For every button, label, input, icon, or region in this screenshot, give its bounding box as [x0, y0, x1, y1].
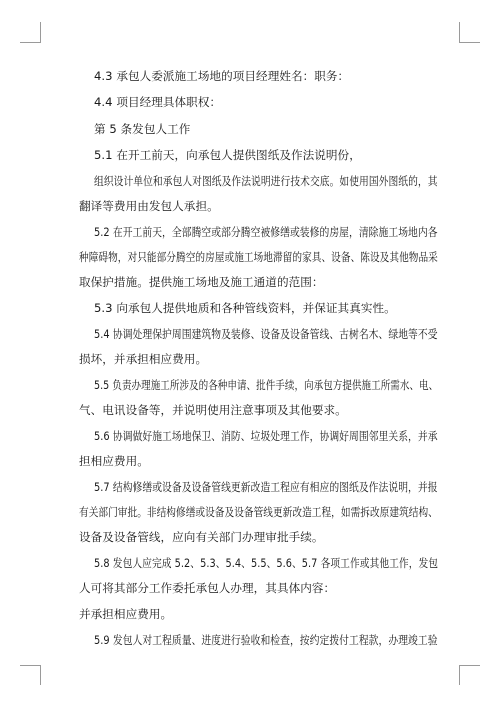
text-line-5-1-cont-1: 组织设计单位和承包人对图纸及作法说明进行技术交底。如使用国外图纸的，其 — [94, 174, 438, 188]
text-line-5-1-cont-2: 翻译等费用由发包人承担。 — [79, 199, 219, 213]
text-line-5-1: 5.1 在开工前天，向承包人提供图纸及作法说明份， — [94, 148, 361, 162]
text-line-5-4-cont: 损坏，并承担相应费用。 — [79, 352, 208, 366]
text-line-5-8-cont-2: 并承担相应费用。 — [79, 607, 173, 621]
text-line-5-3: 5.3 向承包人提供地质和各种管线资料，并保证其真实性。 — [94, 301, 396, 315]
text-line-5-6-cont: 担相应费用。 — [79, 454, 149, 468]
text-line-5-2-cont-2: 取保护措施。提供施工场地及施工通道的范围： — [79, 275, 324, 289]
text-line-5-7-cont-1: 有关部门审批。非结构修缮或设备及设备管线更新改造工程，如需拆改原建筑结构、 — [79, 505, 438, 519]
text-line-4-4: 4.4 项目经理具体职权： — [94, 95, 222, 109]
text-line-5-2: 5.2 在开工前天，全部腾空或部分腾空被修缮或装修的房屋，清除施工场地内各 — [94, 225, 438, 239]
text-line-5-7-cont-2: 设备及设备管线，应向有关部门办理审批手续。 — [79, 530, 324, 544]
text-line-5-4: 5.4 协调处理保护周围建筑物及装修、设备及设备管线、古树名木、绿地等不受 — [94, 327, 438, 341]
text-line-5-7: 5.7 结构修缮或设备及设备管线更新改造工程应有相应的图纸及作法说明，并报 — [94, 480, 438, 494]
text-line-5-6: 5.6 协调做好施工场地保卫、消防、垃圾处理工作，协调好周围邻里关系，并承 — [94, 429, 438, 443]
text-line-5-9: 5.9 发包人对工程质量、进度进行验收和检查，按约定拨付工程款，办理竣工验 — [94, 633, 438, 647]
text-line-5-5-cont: 气、电讯设备等，并说明使用注意事项及其他要求。 — [79, 403, 347, 417]
text-line-4-3: 4.3 承包人委派施工场地的项目经理姓名：职务： — [94, 69, 350, 83]
text-line-5-5: 5.5 负责办理施工所涉及的各种申请、批件手续，向承包方提供施工所需水、电、 — [94, 378, 439, 392]
text-line-5-8: 5.8 发包人应完成 5.2、5.3、5.4、5.5、5.6、5.7 各项工作或其他工作，发包 — [94, 556, 439, 570]
text-line-5-2-cont-1: 种障碍物，对只能部分腾空的房屋或施工场地滞留的家具、设备、陈设及其他物品采 — [79, 250, 438, 264]
section-heading-article-5: 第 5 条发包人工作 — [94, 122, 191, 136]
text-line-5-8-cont: 人可将其部分工作委托承包人办理，其具体内容： — [79, 581, 336, 595]
